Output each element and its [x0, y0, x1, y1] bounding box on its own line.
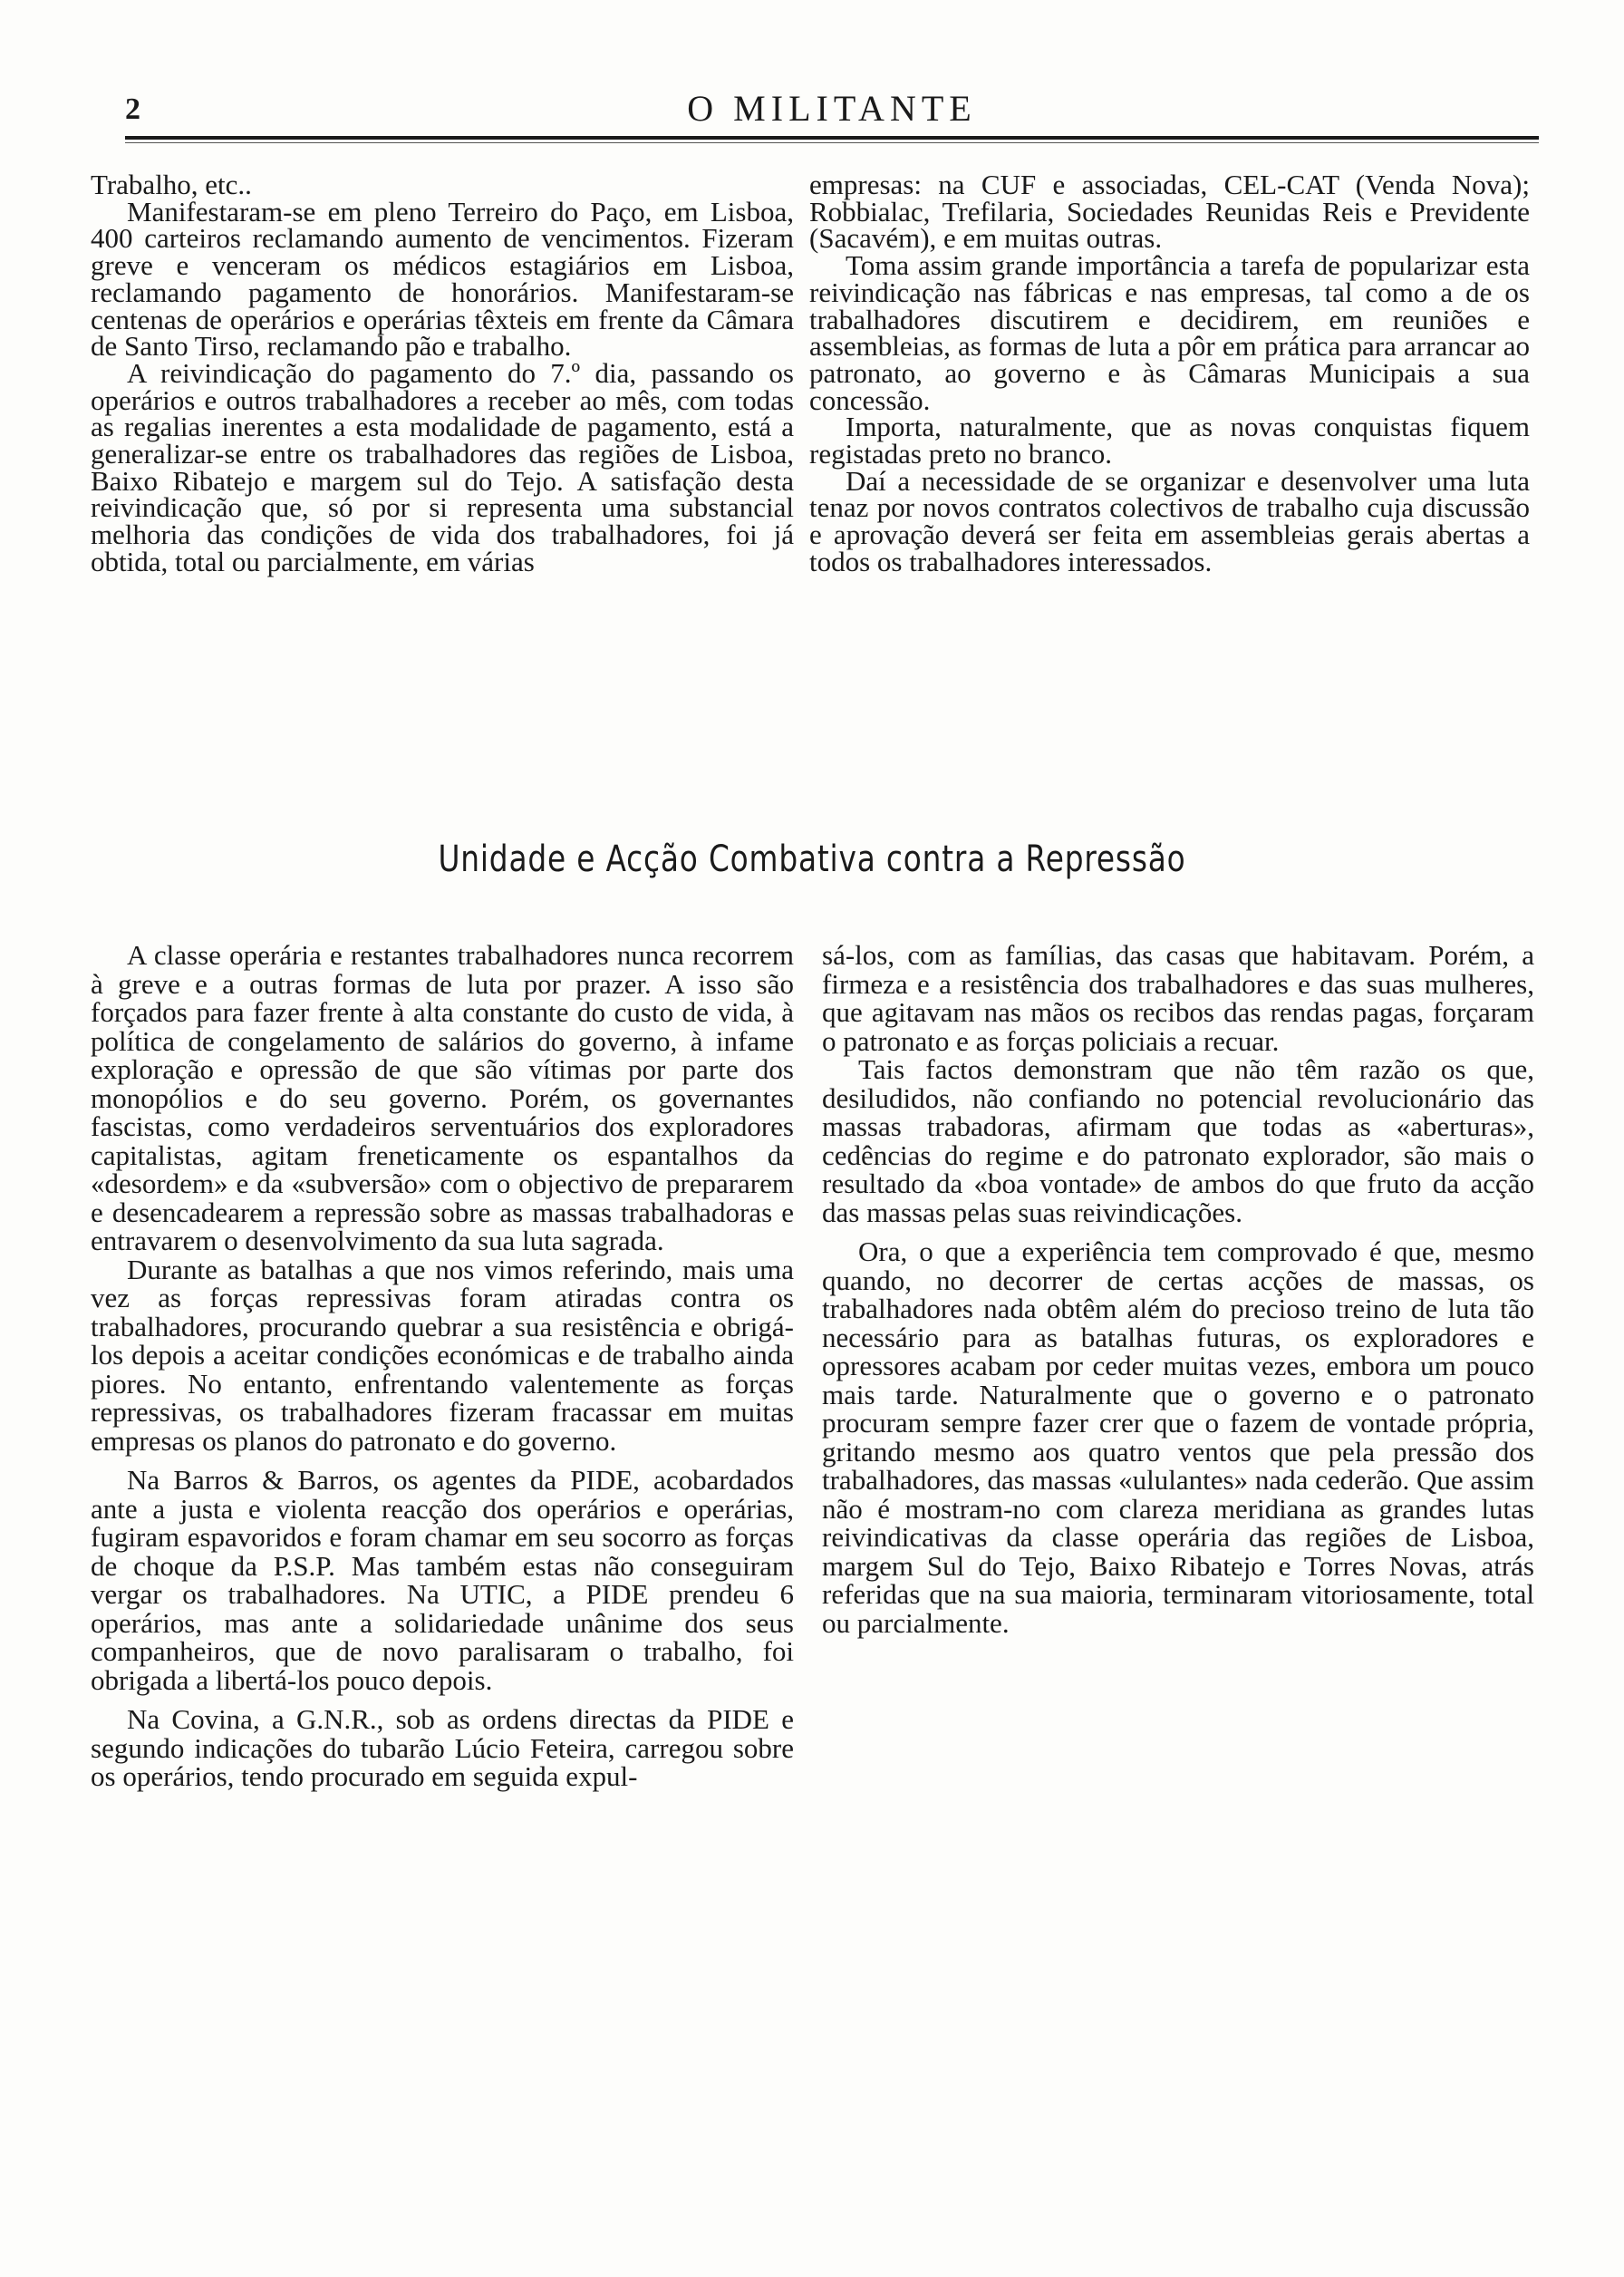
page-header: [125, 83, 1539, 138]
paragraph: Manifestaram-se em pleno Terreiro do Paço, em Lisboa, 400 carteiros reclamando aumento de vencimentos. Fizeram greve e venceram os médicos estagiários em Lisboa, reclamando pagamento de honorários. Manifestaram-se centenas de operários e operárias têxteis em frente da Câmara de Santo Tirso, reclamando pão e trabalho.: [91, 195, 794, 363]
bottom-right-column: [822, 941, 1534, 1637]
newspaper-title: O MILITANTE: [687, 88, 977, 129]
paragraph: Na Barros & Barros, os agentes da PIDE, acobardados ante a justa e violenta reacção dos operários e operárias, fugiram espavoridos e foram chamar em seu socorro as forças de choque da P.S.P. Mas também estas não conseguiram vergar os trabalhadores. Na UTIC, a PIDE prendeu 6 operários, mas ante a solidariedade unânime dos seus companheiros, que de novo paralisaram o trabalho, foi obrigada a libertá-los pouco depois.: [91, 1464, 794, 1696]
top-right-column: [809, 171, 1530, 576]
paragraph: Toma assim grande importância a tarefa de popularizar esta reivindicação nas fábricas e nas empresas, tal como a de os trabalhadores discutirem e decidirem, em reuniões e assembleias, as formas de luta a pôr em prática para arrancar ao patronato, ao governo e às Câmaras Municipais a sua concessão.: [809, 249, 1530, 416]
paragraph: Ora, o que a experiência tem comprovado é que, mesmo quando, no decorrer de certas acções de massas, os trabalhadores nada obtêm além do precioso treino de luta tão necessário para as batalhas futuras, os exploradores e opressores acabam por ceder muitas vezes, embora um pouco mais tarde. Naturalmente que o governo e o patronato procuram sempre fazer crer que o fazem de vontade própria, gritando mesmo aos quatro ventos que pela pressão dos trabalhadores, das massas «ululantes» nada cederão. Que assim não é mostram-no com clareza meridiana as grandes lutas reivindicativas da classe operária das regiões de Lisboa, margem Sul do Tejo, Baixo Ribatejo e Torres Novas, atrás referidas que na sua maioria, terminaram vitoriosamente, total ou parcialmente.: [822, 1235, 1534, 1639]
paragraph: sá-los, com as famílias, das casas que habitavam. Porém, a firmeza e a resistência dos trabalhadores e das suas mulheres, que agitavam nas mãos os recibos das rendas pagas, forçaram o patronato e as forças policiais a recuar.: [822, 939, 1534, 1057]
paragraph: Na Covina, a G.N.R., sob as ordens directas da PIDE e segundo indicações do tubarão Lúcio Feteira, carregou sobre os operários, tendo procurado em seguida expul-: [91, 1703, 794, 1792]
paragraph: Trabalho, etc..: [91, 169, 252, 200]
paragraph: Tais factos demonstram que não têm razão os que, desiludidos, não confiando no potencial revolucionário das massas trabadoras, afirmam que todas as «aberturas», cedências do regime e do patronato explorador, são mais o resultado da «boa vontade» de ambos do que fruto da acção das massas pelas suas reivindicações.: [822, 1053, 1534, 1228]
header-rule: [125, 136, 1539, 143]
paragraph: Durante as batalhas a que nos vimos referindo, mais uma vez as forças repressivas foram atiradas contra os trabalhadores, procurando quebrar a sua resistência e obrigá-los depois a aceitar condições económicas e de trabalho ainda piores. No entanto, enfrentando valentemente as forças repressivas, os trabalhadores fizeram fracassar em muitas empresas os planos do patronato e do governo.: [91, 1253, 794, 1457]
paragraph: A classe operária e restantes trabalhadores nunca recorrem à greve e a outras formas de luta por prazer. A isso são forçados para fazer frente à alta constante do custo de vida, à política de congelamento de salários do governo, à infame exploração e opressão de que são vítimas por parte dos monopólios e do seu governo. Porém, os governantes fascistas, como verdadeiros serventuários dos exploradores capitalistas, agitam freneticamente os espantalhos da «desordem» e da «subversão» com o objectivo de prepararem e desencadearem a repressão sobre as massas trabalhadoras e entravarem o desenvolvimento da sua luta sagrada.: [91, 939, 794, 1256]
bottom-left-column: [91, 941, 794, 1791]
paragraph: Importa, naturalmente, que as novas conquistas fiquem registadas preto no branco.: [809, 411, 1530, 470]
paragraph: A reivindicação do pagamento do 7.º dia, passando os operários e outros trabalhadores a receber ao mês, com todas as regalias inerentes a esta modalidade de pagamento, está a generalizar-se entre os trabalhadores das regiões de Lisboa, Baixo Ribatejo e margem sul do Tejo. A satisfação desta reivindicação que, só por si representa uma substancial melhoria das condições de vida dos trabalhadores, foi já obtida, total ou parcialmente, em várias: [91, 356, 794, 577]
section-heading: Unidade e Acção Combativa contra a Repressão: [438, 838, 1186, 880]
paragraph: empresas: na CUF e associadas, CEL-CAT (Venda Nova); Robbialac, Trefilaria, Sociedades Reunidas Reis e Previdente (Sacavém), e em muitas outras.: [809, 169, 1530, 255]
paragraph: Daí a necessidade de se organizar e desenvolver uma luta tenaz por novos contratos colectivos de trabalho cuja discussão e aprovação deverá ser feita em assembleias gerais abertas a todos os trabalhadores interessados.: [809, 464, 1530, 577]
top-left-column: [91, 171, 794, 576]
page-number: 2: [125, 92, 140, 126]
